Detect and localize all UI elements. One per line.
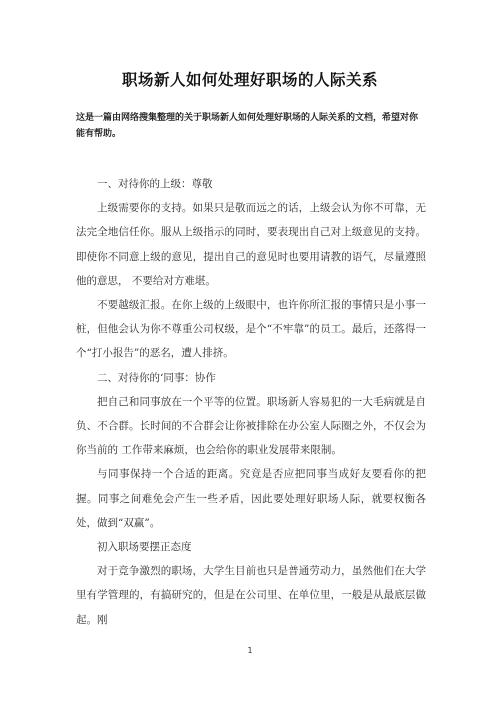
section-heading-superior: 一、对待你的上级：尊敬 [97, 178, 213, 190]
paragraph-no-skip-level: 不要越级汇报。在你上级的上级眼中，也许你所汇报的事情只是小事一桩，但他会认为你不尊重公司权级，是个“不牢靠”的员工。最后，还落得一个“打小报告”的恶名，遭人排挤。 [76, 299, 426, 360]
paragraph-equal-position: 把自己和同事放在一个平等的位置。职场新人容易犯的一大毛病就是自负、不合群。长时间的不合群会让你被排除在办公室人际圈之外，不仅会为你当前的 工作带来麻烦，也会给你的职业发展带来限制。 [76, 395, 426, 457]
document-title: 职场新人如何处理好职场的人际关系 [121, 71, 378, 89]
paragraph-competition: 对于竞争激烈的职场，大学生目前也只是普通劳动力，虽然他们在大学里有学管理的，有搞研究的，但是在公司里、在单位里，一般是从最底层做起。刚 [76, 565, 426, 626]
document-body [76, 172, 426, 632]
section-heading-attitude: 初入职场要摆正态度 [97, 541, 192, 554]
paragraph-keep-distance: 与同事保持一个合适的距离。究竟是否应把同事当成好友要看你的把握。同事之间难免会产生一些矛盾，因此要处理好职场人际，就要权衡各处，做到“双赢”。 [76, 468, 426, 529]
paragraph-support-superior: 上级需要你的支持。如果只是敬而远之的话，上级会认为你不可靠，无法完全地信任你。服从上级指示的同时，要表现出自己对上级意见的支持。即使你不同意上级的意见，提出自己的意见时也要用请教的语气，尽量遵照他的意思， 不要给对方难堪。 [76, 202, 426, 287]
document-intro: 这是一篇由网络搜集整理的关于职场新人如何处理好职场的人际关系的文档，希望对你能有帮助。 [76, 113, 419, 139]
section-heading-colleague: 二、对待你的‘同事：协作 [97, 371, 216, 384]
page-number: 1 [247, 646, 253, 655]
